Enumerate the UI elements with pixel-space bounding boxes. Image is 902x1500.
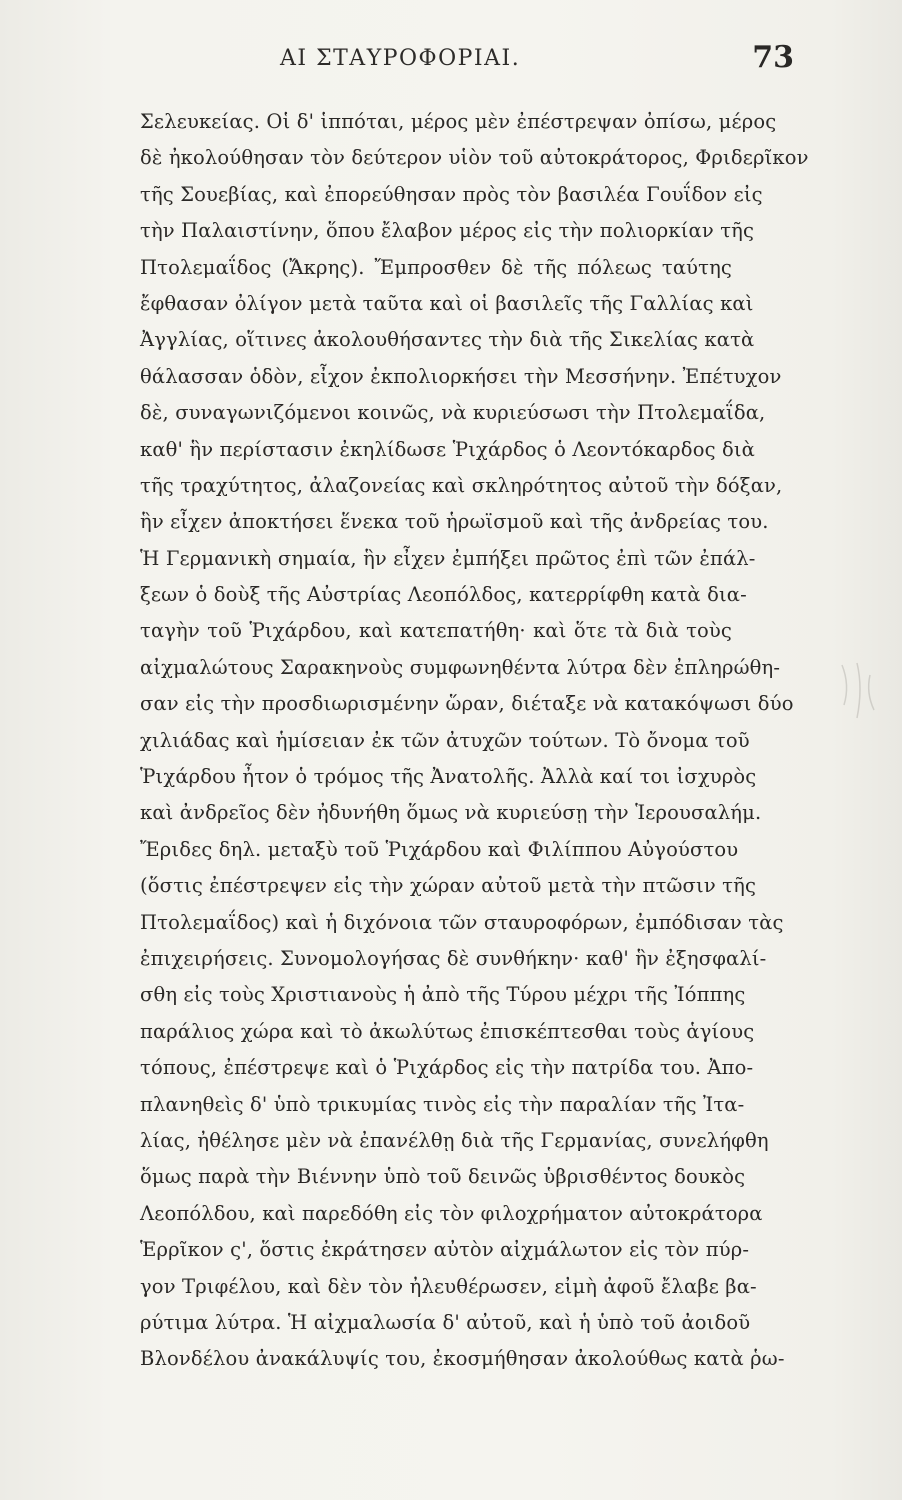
text-line: Ἑρρῖκον ς', ὅστις ἐκράτησεν αὐτὸν αἰχμάλωτον εἰς τὸν πύρ- — [140, 1238, 750, 1262]
text-line: παράλιος χώρα καὶ τὸ ἀκωλύτως ἐπισκέπτεσθαι τοὺς ἁγίους — [140, 1019, 755, 1043]
text-line: πλανηθεὶς δ' ὑπὸ τρικυμίας τινὸς εἰς τὴν παραλίαν τῆς Ἰτα- — [140, 1092, 745, 1116]
text-line: Βλονδέλου ἀνακάλυψίς του, ἐκοσμήθησαν ἀκολούθως κατὰ ῥω- — [140, 1347, 785, 1371]
text-line: δὲ ἠκολούθησαν τὸν δεύτερον υἱὸν τοῦ αὐτοκράτορος, Φριδερῖκον — [140, 146, 809, 170]
bleed-through-mark — [832, 655, 882, 735]
text-line: αἰχμαλώτους Σαρακηνοὺς συμφωνηθέντα λύτρα δὲν ἐπληρώθη- — [140, 655, 781, 679]
text-line: λίας, ἠθέλησε μὲν νὰ ἐπανέλθῃ διὰ τῆς Γερμανίας, συνελήφθη — [140, 1128, 769, 1152]
text-line: Πτολεμαΐδος (Ἄκρης). Ἔμπροσθεν δὲ τῆς πόλεως ταύτης — [140, 255, 732, 279]
text-line: ὅμως παρὰ τὴν Βιέννην ὑπὸ τοῦ δεινῶς ὑβρισθέντος δουκὸς — [140, 1165, 746, 1189]
text-line: Ἀγγλίας, οἵτινες ἀκολουθήσαντες τὴν διὰ τῆς Σικελίας κατὰ — [140, 328, 755, 352]
text-line: σθη εἰς τοὺς Χριστιανοὺς ἡ ἀπὸ τῆς Τύρου μέχρι τῆς Ἰόππης — [140, 983, 746, 1007]
text-line: γον Τριφέλου, καὶ δὲν τὸν ἠλευθέρωσεν, εἰμὴ ἀφοῦ ἔλαβε βα- — [140, 1274, 757, 1298]
text-line: τὴν Παλαιστίνην, ὅπου ἔλαβον μέρος εἰς τὴν πολιορκίαν τῆς — [140, 219, 755, 243]
text-line: Σελευκείας. Οἱ δ' ἱππόται, μέρος μὲν ἐπέστρεψαν ὀπίσω, μέρος — [140, 110, 777, 133]
text-line: Ῥιχάρδου ἦτον ὁ τρόμος τῆς Ἀνατολῆς. Ἀλλὰ καί τοι ἰσχυρὸς — [140, 765, 757, 789]
text-line: ξεων ὁ δοὺξ τῆς Αὐστρίας Λεοπόλδος, κατερρίφθη κατὰ δια- — [140, 583, 747, 607]
text-line: Πτολεμαΐδος) καὶ ἡ διχόνοια τῶν σταυροφόρων, ἐμπόδισαν τὰς — [140, 910, 784, 934]
text-line: δὲ, συναγωνιζόμενοι κοινῶς, νὰ κυριεύσωσι τὴν Πτολεμαΐδα, — [140, 401, 766, 425]
text-line: ἐπιχειρήσεις. Συνομολογήσας δὲ συνθήκην· καθ' ἣν ἐξησφαλί- — [140, 946, 767, 970]
running-title: ΑΙ ΣΤΑΥΡΟΦΟΡΙΑΙ. — [280, 46, 521, 71]
text-line: (ὅστις ἐπέστρεψεν εἰς τὴν χώραν αὐτοῦ μετὰ τὴν πτῶσιν τῆς — [140, 874, 757, 898]
text-line: Ἔριδες δηλ. μεταξὺ τοῦ Ῥιχάρδου καὶ Φιλίππου Αὐγούστου — [140, 837, 739, 861]
text-line: ἔφθασαν ὀλίγον μετὰ ταῦτα καὶ οἱ βασιλεῖς τῆς Γαλλίας καὶ — [140, 291, 754, 315]
body-text — [140, 104, 809, 1394]
text-line: χιλιάδας καὶ ἡμίσειαν ἐκ τῶν ἀτυχῶν τούτων. Τὸ ὄνομα τοῦ — [140, 728, 750, 752]
text-line: καθ' ἣν περίστασιν ἐκηλίδωσε Ῥιχάρδος ὁ Λεοντόκαρδος διὰ — [140, 437, 756, 461]
text-line: τόπους, ἐπέστρεψε καὶ ὁ Ῥιχάρδος εἰς τὴν πατρίδα του. Ἀπο- — [140, 1056, 754, 1080]
text-line: Λεοπόλδου, καὶ παρεδόθη εἰς τὸν φιλοχρήματον αὐτοκράτορα — [140, 1201, 763, 1225]
text-line: τῆς τραχύτητος, ἀλαζονείας καὶ σκληρότητος αὐτοῦ τὴν δόξαν, — [140, 473, 783, 497]
text-line: καὶ ἀνδρεῖος δὲν ἠδυνήθη ὅμως νὰ κυριεύσῃ τὴν Ἱερουσαλήμ. — [140, 801, 762, 825]
text-line: ρύτιμα λύτρα. Ἡ αἰχμαλωσία δ' αὐτοῦ, καὶ ἡ ὑπὸ τοῦ ἀοιδοῦ — [140, 1310, 751, 1334]
page-number: 73 — [752, 40, 794, 75]
text-line: Ἡ Γερμανικὴ σημαία, ἣν εἶχεν ἐμπήξει πρῶτος ἐπὶ τῶν ἐπάλ- — [140, 546, 756, 570]
text-line: τῆς Σουεβίας, καὶ ἐπορεύθησαν πρὸς τὸν βασιλέα Γουΐδον εἰς — [140, 182, 763, 206]
running-head — [250, 40, 800, 82]
text-line: σαν εἰς τὴν προσδιωρισμένην ὥραν, διέταξε νὰ κατακόψωσι δύο — [140, 692, 794, 716]
text-line: θάλασσαν ὁδὸν, εἶχον ἐκπολιορκήσει τὴν Μεσσήνην. Ἐπέτυχον — [140, 364, 782, 388]
text-line: ἣν εἶχεν ἀποκτήσει ἕνεκα τοῦ ἡρωϊσμοῦ καὶ τῆς ἀνδρείας του. — [140, 510, 769, 534]
text-line: ταγὴν τοῦ Ῥιχάρδου, καὶ κατεπατήθη· καὶ ὅτε τὰ διὰ τοὺς — [140, 619, 732, 643]
